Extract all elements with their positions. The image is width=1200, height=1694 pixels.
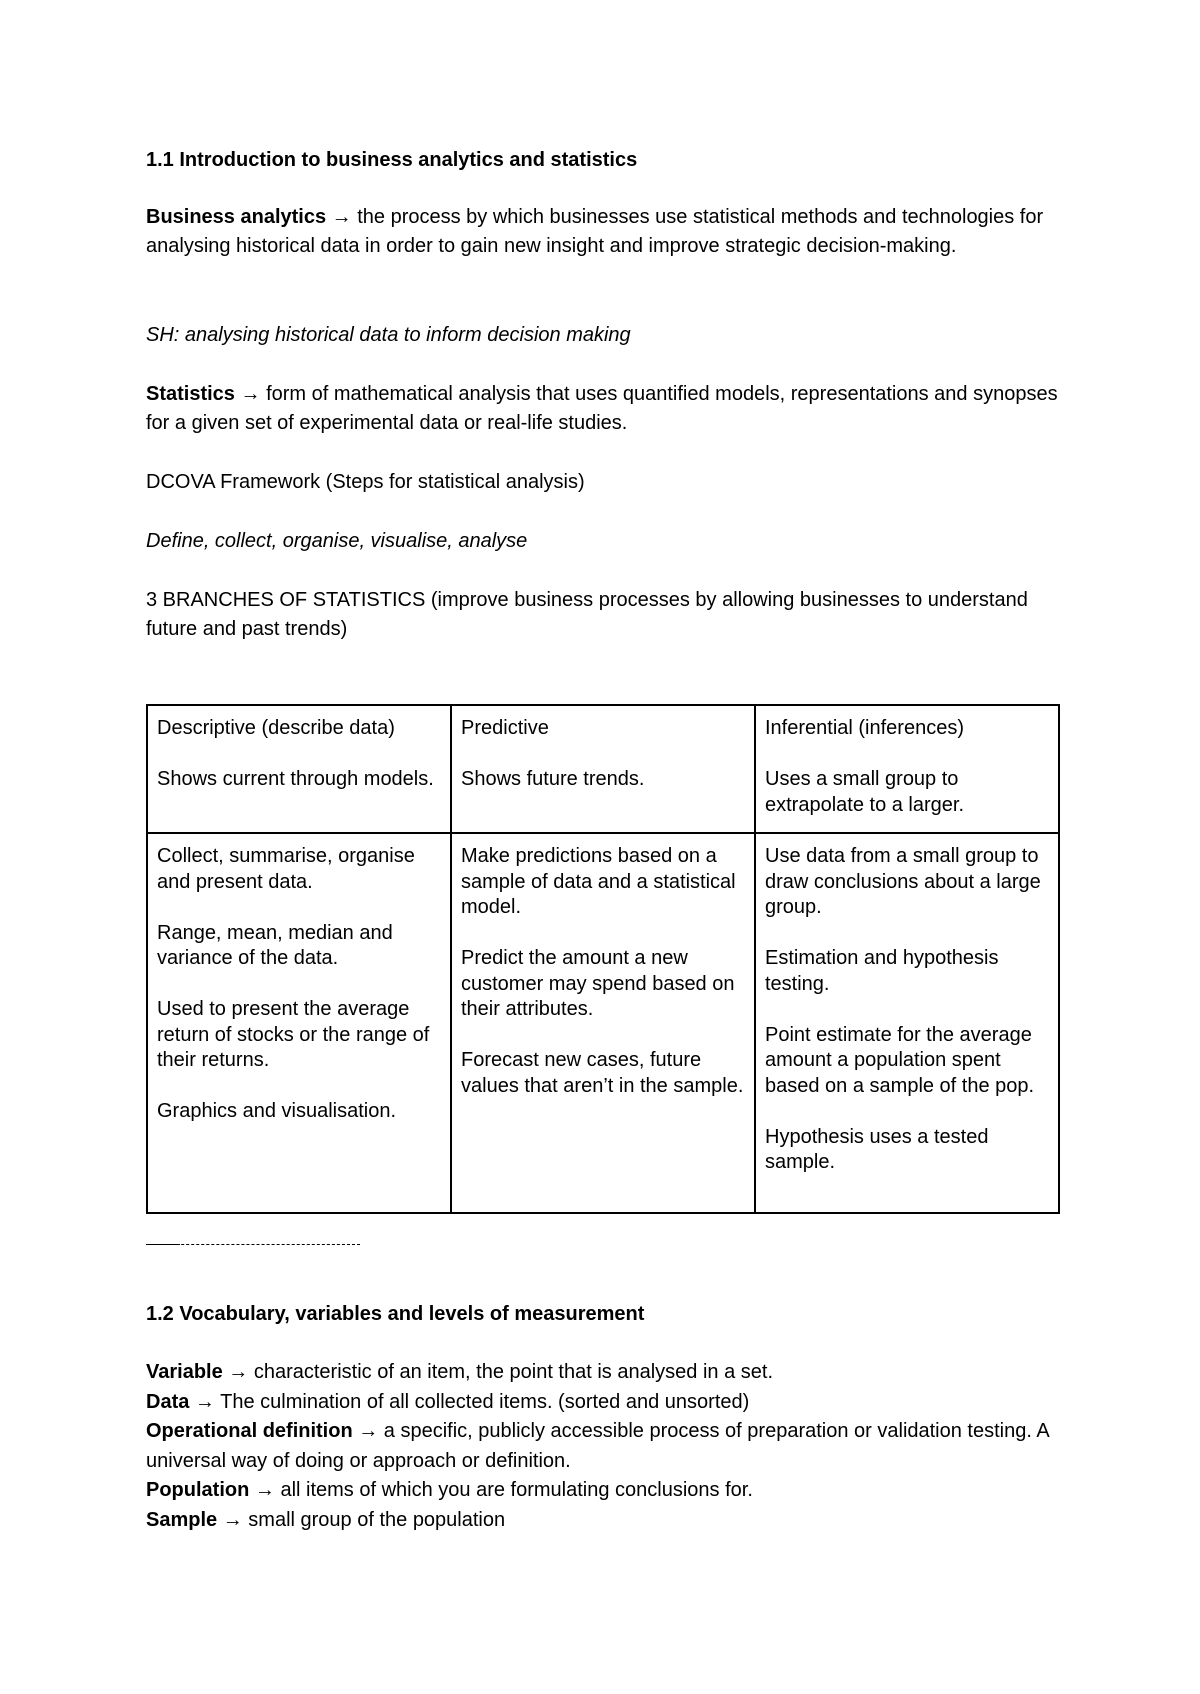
definition-operational (146, 1417, 1066, 1476)
dcova-steps: Define, collect, organise, visualise, analyse (146, 530, 528, 552)
definition-text: small group of the population (248, 1508, 506, 1531)
cell-title: Descriptive (describe data) (157, 717, 395, 739)
branches-table (146, 704, 1060, 1214)
branches-intro: 3 BRANCHES OF STATISTICS (improve business processes by allowing businesses to understand future and past trends) (146, 589, 1028, 640)
business-analytics-term: Business analytics (146, 206, 327, 228)
cell-paragraph: Collect, summarise, organise and present data. (157, 845, 415, 893)
arrow: → (189, 1390, 221, 1413)
definition-term: Operational definition (146, 1420, 353, 1442)
table-cell-inferential-header (755, 705, 1059, 833)
definition-text: The culmination of all collected items. (sorted and unsorted) (220, 1390, 750, 1413)
vocabulary-definitions (146, 1358, 1066, 1535)
arrow: → (234, 383, 267, 405)
arrow: → (222, 1361, 254, 1383)
definition-text: characteristic of an item, the point that is analysed in a set. (253, 1361, 774, 1383)
cell-paragraph: Hypothesis uses a tested sample. (765, 1125, 989, 1173)
sh-note: SH: analysing historical data to inform decision making (146, 324, 631, 346)
cell-title: Inferential (inferences) (765, 717, 964, 739)
arrow: → (326, 206, 358, 228)
table-header-row (147, 705, 1059, 833)
cell-paragraph: Predict the amount a new customer may spend based on their attributes. (461, 947, 735, 1020)
table-detail-row (147, 833, 1059, 1213)
cell-summary: Uses a small group to extrapolate to a larger. (765, 768, 965, 816)
cell-summary: Shows future trends. (461, 768, 645, 790)
statistics-definition (146, 380, 1066, 438)
definition-text: all items of which you are formulating conclusions for. (280, 1479, 753, 1501)
definition-population (146, 1476, 1066, 1506)
definition-variable (146, 1358, 1066, 1388)
definition-data (146, 1388, 1066, 1418)
business-analytics-definition (146, 203, 1066, 261)
cell-paragraph: Used to present the average return of stocks or the range of their returns. (157, 998, 430, 1071)
definition-text: a specific, publicly accessible process of preparation or validation testing. A universal way of doing or approach or definition. (146, 1420, 1049, 1472)
cell-paragraph: Point estimate for the average amount a population spent based on a sample of the pop. (765, 1023, 1035, 1097)
definition-term: Sample (146, 1508, 218, 1531)
arrow: → (249, 1479, 281, 1501)
table-cell-predictive-header (451, 705, 755, 833)
statistics-text: form of mathematical analysis that uses quantified models, representations and synopses for a given set of experimental data or real-life studies. (146, 383, 1058, 434)
arrow: → (352, 1420, 384, 1442)
table-cell-descriptive-detail (147, 833, 451, 1213)
cell-paragraph: Graphics and visualisation. (157, 1100, 397, 1122)
cell-paragraph: Range, mean, median and variance of the data. (157, 921, 393, 969)
definition-sample (146, 1506, 1066, 1536)
section-2-heading: 1.2 Vocabulary, variables and levels of measurement (146, 1303, 645, 1325)
section-divider-lead (146, 1244, 180, 1245)
business-analytics-text: the process by which businesses use statistical methods and technologies for analysing historical data in order to gain new insight and improve strategic decision-making. (146, 206, 1044, 257)
definition-term: Data (146, 1390, 190, 1413)
section-1-heading: 1.1 Introduction to business analytics and statistics (146, 149, 638, 171)
cell-title: Predictive (461, 717, 549, 739)
definition-term: Variable (146, 1361, 223, 1383)
statistics-term: Statistics (146, 383, 235, 405)
cell-paragraph: Use data from a small group to draw conclusions about a large group. (765, 845, 1041, 918)
arrow: → (217, 1508, 249, 1531)
dcova-title: DCOVA Framework (Steps for statistical analysis) (146, 471, 585, 493)
table-cell-predictive-detail (451, 833, 755, 1213)
cell-paragraph: Make predictions based on a sample of data and a statistical model. (461, 845, 736, 918)
cell-paragraph: Estimation and hypothesis testing. (765, 947, 999, 995)
table-cell-inferential-detail (755, 833, 1059, 1213)
cell-summary: Shows current through models. (157, 768, 434, 790)
table-cell-descriptive-header (147, 705, 451, 833)
definition-term: Population (146, 1479, 250, 1501)
cell-paragraph: Forecast new cases, future values that aren’t in the sample. (461, 1049, 744, 1097)
